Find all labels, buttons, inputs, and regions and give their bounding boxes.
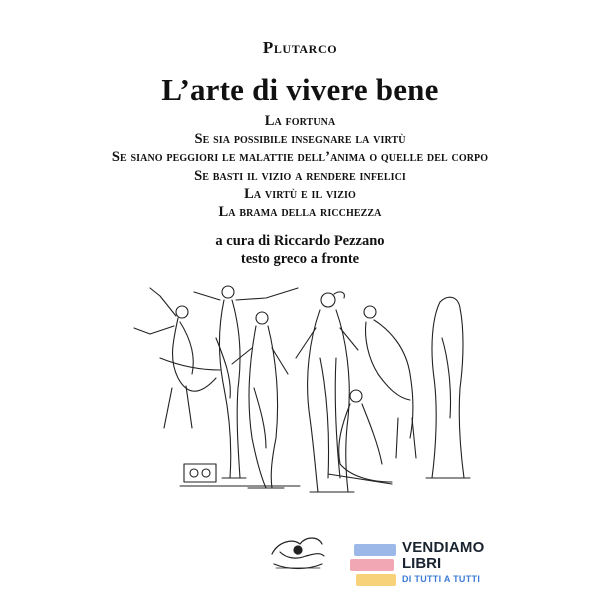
badge-text (402, 540, 484, 586)
draped-figure-center-left (232, 312, 288, 488)
veiled-figure-right (426, 297, 470, 478)
editor-credit: a cura di Riccardo Pezzano (215, 233, 385, 249)
author-name: Plutarco (262, 38, 338, 57)
badge-line-2: LIBRI (402, 555, 442, 572)
bending-figure (364, 306, 416, 458)
publisher-seal-icon (262, 528, 334, 574)
vendiamo-libri-badge (350, 538, 500, 594)
book-title: L’arte di vivere bene (161, 72, 439, 107)
contents-item: La virtù e il vizio (244, 185, 356, 202)
dancer-figure-left (134, 288, 220, 428)
contents-item: Se sia possibile insegnare la virtù (194, 131, 406, 148)
book-stack-icon (350, 542, 400, 590)
badge-line-1: VENDIAMO (402, 539, 485, 556)
contents-item: La brama della ricchezza (218, 204, 382, 221)
classical-figures-engraving-icon (120, 278, 490, 500)
seated-figure (328, 390, 392, 484)
greek-text-note: testo greco a fronte (240, 251, 360, 267)
contents-item: Se siano peggiori le malattie dell’anima o quelle del corpo (111, 149, 489, 166)
badge-line-3: DI TUTTI A TUTTI (402, 574, 481, 584)
contents-item: La fortuna (264, 113, 336, 129)
central-figure (296, 292, 358, 492)
contents-item: Se basti il vizio a rendere infelici (194, 167, 406, 184)
contents-list (0, 112, 600, 221)
dancer-figure-upper (194, 286, 298, 478)
